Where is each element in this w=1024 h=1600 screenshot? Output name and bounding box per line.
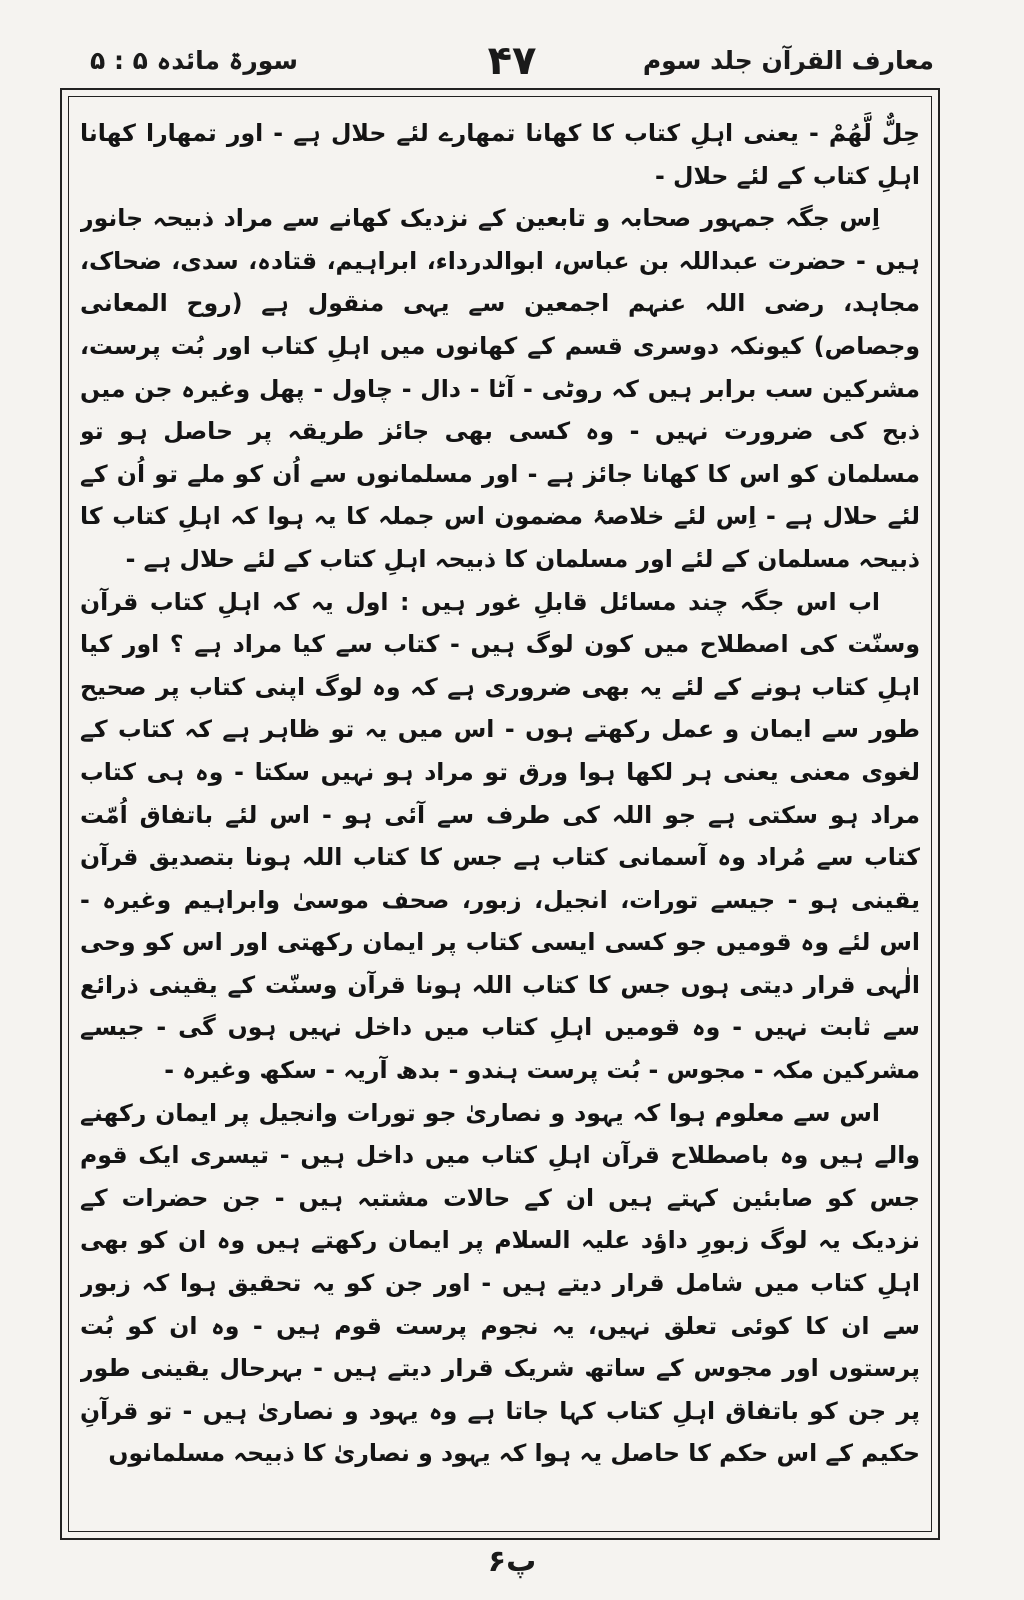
paragraph: اب اس جگہ چند مسائل قابلِ غور ہیں : اول یہ کہ اہلِ کتاب قرآن وسنّت کی اصطلاح میں کون لوگ ہیں - کتاب سے کیا مراد ہے ؟ اور کیا اہلِ کتاب ہونے کے لئے یہ بھی ضروری ہے کہ وہ لوگ اپنی کتاب پر صحیح طور سے ایمان و عمل رکھتے ہوں - اس میں یہ تو ظاہر ہے کہ کتاب کے لغوی معنی یعنی ہر لکھا ہوا ورق تو مراد ہو نہیں سکتا - وہ ہی کتاب مراد ہو سکتی ہے جو اللہ کی طرف سے آئی ہو - اس لئے باتفاق اُمّت کتاب سے مُراد وہ آسمانی کتاب ہے جس کا کتاب اللہ ہونا بتصدیق قرآن یقینی ہو - جیسے تورات، انجیل، زبور، صحف موسیٰ وابراہیم وغیرہ - اس لئے وہ قومیں جو کسی ایسی کتاب پر ایمان رکھتی اور اس کو وحی الٰہی قرار دیتی ہوں جس کا کتاب اللہ ہونا قرآن وسنّت کے یقینی ذرائع سے ثابت نہیں - وہ قومیں اہلِ کتاب میں داخل نہیں ہوں گی - جیسے مشرکین مکہ - مجوس - بُت پرست ہندو - بدھ آریہ - سکھ وغیرہ -: [80, 587, 920, 1085]
page-number: ۴۷: [487, 38, 537, 84]
book-title: معارف القرآن جلد سوم: [642, 46, 934, 75]
paragraph: اس سے معلوم ہوا کہ یہود و نصاریٰ جو تورات وانجیل پر ایمان رکھنے والے ہیں وہ باصطلاح قرآن اہلِ کتاب میں داخل ہیں - تیسری ایک قوم جس کو صابئین کہتے ہیں ان کے حالات مشتبہ ہیں - جن حضرات کے نزدیک یہ لوگ زبورِ داؤد علیہ السلام پر ایمان رکھتے ہیں وہ ان کو بھی اہلِ کتاب میں شامل قرار دیتے ہیں - اور جن کو یہ تحقیق ہوا کہ زبور سے ان کا کوئی تعلق نہیں، یہ نجوم پرست قوم ہیں - وہ ان کو بُت پرستوں اور مجوس کے ساتھ شریک قرار دیتے ہیں - بہرحال یقینی طور پر جن کو باتفاق اہلِ کتاب کہا جاتا ہے وہ یہود و نصاریٰ ہیں - تو قرآنِ حکیم کے اس حکم کا حاصل یہ ہوا کہ یہود و نصاریٰ کا ذبیحہ مسلمانوں: [80, 1098, 920, 1468]
paragraph: حِلٌّ لَّهُمْ - یعنی اہلِ کتاب کا کھانا تمھارے لئے حلال ہے - اور تمھارا کھانا اہلِ کتاب کے لئے حلال -: [80, 119, 920, 190]
body-text: [80, 112, 920, 1522]
signature-mark: ۶پ: [487, 1544, 537, 1579]
page-header: [50, 38, 974, 92]
paragraph: اِس جگہ جمہور صحابہ و تابعین کے نزدیک کھانے سے مراد ذبیحہ جانور ہیں - حضرت عبداللہ بن عباس، ابوالدرداء، ابراہیم، قتادہ، سدی، ضحاک، مجاہد، رضی اللہ عنہم اجمعین سے یہی منقول ہے (روح المعانی وجصاص) کیونکہ دوسری قسم کے کھانوں میں اہلِ کتاب اور بُت پرست، مشرکین سب برابر ہیں کہ روٹی - آٹا - دال - چاول - پھل وغیرہ جن میں ذبح کی ضرورت نہیں - وہ کسی بھی جائز طریقہ پر حاصل ہو تو مسلمان کو اس کا کھانا جائز ہے - اور مسلمانوں سے اُن کو ملے تو اُن کے لئے حلال ہے - اِس لئے خلاصۂ مضمون اس جملہ کا یہ ہوا کہ اہلِ کتاب کا ذبیحہ مسلمان کے لئے اور مسلمان کا ذبیحہ اہلِ کتاب کے لئے حلال ہے -: [80, 204, 920, 573]
surah-reference: سورۃ مائدہ ۵ : ۵: [90, 46, 298, 75]
